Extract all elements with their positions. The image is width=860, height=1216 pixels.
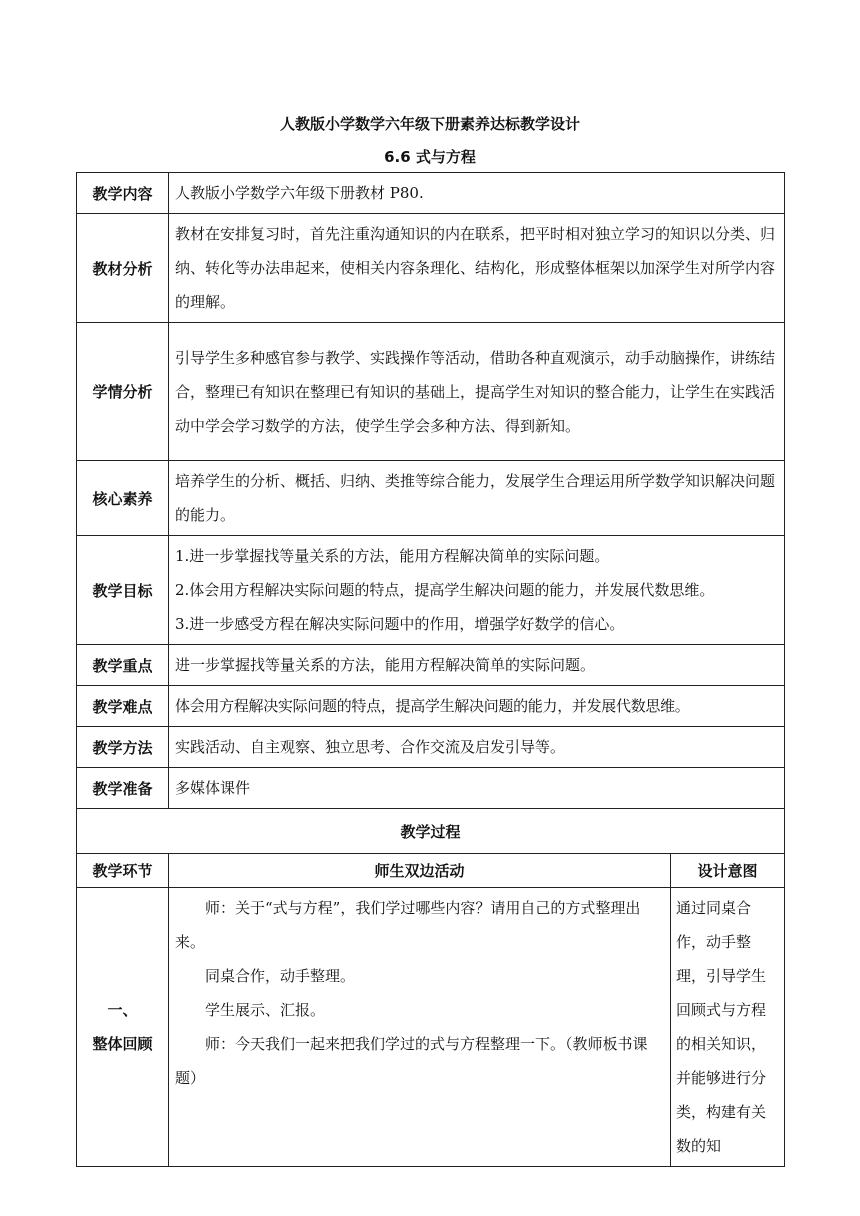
label-student-analysis: 学情分析 <box>77 323 169 461</box>
activity-line: 同桌合作，动手整理。 <box>205 967 356 985</box>
header-intent: 设计意图 <box>671 854 785 888</box>
document-title: 人教版小学数学六年级下册素养达标教学设计 <box>279 115 580 133</box>
row-methods <box>77 727 785 768</box>
activity-line: 师：关于“式与方程”，我们学过哪些内容？请用自己的方式整理出来。 <box>175 899 641 951</box>
process-title: 教学过程 <box>77 809 785 854</box>
row-difficulties <box>77 686 785 727</box>
label-material-analysis: 教材分析 <box>77 214 169 323</box>
label-difficulties: 教学难点 <box>77 686 169 727</box>
value-student-analysis: 引导学生多种感官参与教学、实践操作等活动，借助各种直观演示，动手动脑操作，讲练结合，整理已有知识在整理已有知识的基础上，提高学生对知识的整合能力，让学生在实践活动中学会学习数学的方法，使学生学会多种方法、得到新知。 <box>169 323 785 461</box>
value-teaching-content: 人教版小学数学六年级下册教材 P80. <box>169 173 785 214</box>
activity-cell <box>169 888 671 1167</box>
row-section-1 <box>77 888 785 1167</box>
row-key-points <box>77 645 785 686</box>
stage-cell <box>77 888 169 1167</box>
activity-line: 学生展示、汇报。 <box>205 1001 326 1019</box>
row-process-title <box>77 809 785 854</box>
row-teaching-goals <box>77 536 785 645</box>
value-methods: 实践活动、自主观察、独立思考、合作交流及启发引导等。 <box>169 727 785 768</box>
goal-item: 2.体会用方程解决实际问题的特点，提高学生解决问题的能力，并发展代数思维。 <box>175 581 715 599</box>
lesson-plan-table <box>76 172 785 1167</box>
value-key-points: 进一步掌握找等量关系的方法，能用方程解决简单的实际问题。 <box>169 645 785 686</box>
row-process-headers <box>77 854 785 888</box>
value-preparation: 多媒体课件 <box>169 768 785 809</box>
label-key-points: 教学重点 <box>77 645 169 686</box>
label-core-literacy: 核心素养 <box>77 461 169 536</box>
label-preparation: 教学准备 <box>77 768 169 809</box>
activity-line: 师：今天我们一起来把我们学过的式与方程整理一下。（教师板书课题） <box>175 1035 648 1087</box>
row-student-analysis <box>77 323 785 461</box>
goal-item: 3.进一步感受方程在解决实际问题中的作用，增强学好数学的信心。 <box>175 615 625 633</box>
stage-number: 一、 <box>107 1001 138 1019</box>
value-material-analysis: 教材在安排复习时，首先注重沟通知识的内在联系，把平时相对独立学习的知识以分类、归纳、转化等办法串起来，使相关内容条理化、结构化，形成整体框架以加深学生对所学内容的理解。 <box>169 214 785 323</box>
stage-name: 整体回顾 <box>92 1035 153 1053</box>
row-preparation <box>77 768 785 809</box>
value-difficulties: 体会用方程解决实际问题的特点，提高学生解决问题的能力，并发展代数思维。 <box>169 686 785 727</box>
header-stage: 教学环节 <box>77 854 169 888</box>
lesson-subtitle: 6.6 式与方程 <box>384 148 476 166</box>
value-core-literacy: 培养学生的分析、概括、归纳、类推等综合能力，发展学生合理运用所学数学知识解决问题的能力。 <box>169 461 785 536</box>
intent-cell: 通过同桌合作，动手整理，引导学生回顾式与方程的相关知识，并能够进行分类，构建有关数的知 <box>671 888 785 1167</box>
row-material-analysis <box>77 214 785 323</box>
header-activity: 师生双边活动 <box>169 854 671 888</box>
row-teaching-content <box>77 173 785 214</box>
label-teaching-goals: 教学目标 <box>77 536 169 645</box>
row-core-literacy <box>77 461 785 536</box>
goal-item: 1.进一步掌握找等量关系的方法，能用方程解决简单的实际问题。 <box>175 547 610 565</box>
label-teaching-content: 教学内容 <box>77 173 169 214</box>
value-teaching-goals <box>169 536 785 645</box>
label-methods: 教学方法 <box>77 727 169 768</box>
